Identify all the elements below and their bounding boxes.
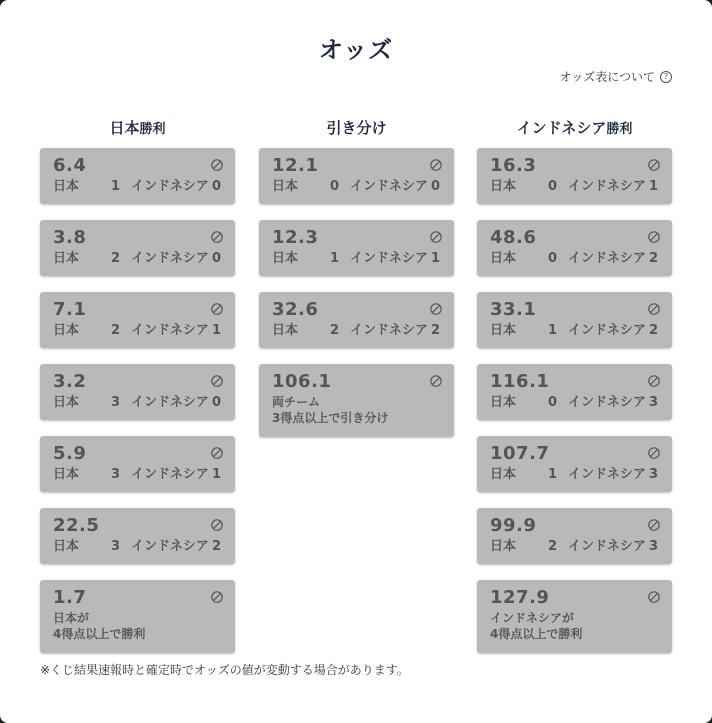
ban-icon [648, 156, 660, 168]
team-home: 日本 [53, 251, 80, 266]
odds-column-1 [40, 118, 235, 669]
score-home: 1 [111, 179, 121, 194]
team-away: インドネシア [350, 251, 428, 266]
score-home: 2 [111, 323, 121, 338]
odds-value: 33.1 [490, 299, 537, 320]
odds-value: 107.7 [490, 443, 550, 464]
special-condition-line2: 4得点以上で勝利 [53, 627, 146, 641]
score-row [53, 178, 221, 196]
about-odds-link[interactable] [560, 68, 672, 85]
score-away: 1 [430, 251, 440, 266]
score-away: 3 [648, 467, 658, 482]
odds-value: 5.9 [53, 443, 87, 464]
score-row [490, 394, 658, 412]
score-home: 1 [548, 323, 558, 338]
column-heading [259, 118, 454, 138]
odds-value: 3.2 [53, 371, 87, 392]
odds-card[interactable] [259, 292, 454, 348]
score-away: 2 [648, 251, 658, 266]
score-home: 3 [111, 539, 121, 554]
score-away: 0 [211, 395, 221, 410]
column-heading-main: 日本 [109, 119, 140, 137]
score-home: 1 [330, 251, 340, 266]
odds-card-special[interactable] [477, 580, 672, 653]
column-heading-suffix: 勝利 [606, 122, 633, 137]
odds-column-3 [477, 118, 672, 669]
odds-card[interactable] [40, 436, 235, 492]
odds-card[interactable] [40, 508, 235, 564]
score-row [490, 466, 658, 484]
team-away: インドネシア [568, 251, 646, 266]
team-home: 日本 [53, 467, 80, 482]
team-away: インドネシア [131, 467, 209, 482]
odds-card[interactable] [259, 220, 454, 276]
odds-card[interactable] [477, 508, 672, 564]
odds-card[interactable] [477, 364, 672, 420]
odds-value: 106.1 [272, 371, 332, 392]
column-heading-main: 引き分け [326, 119, 387, 137]
score-away: 0 [211, 179, 221, 194]
odds-card[interactable] [477, 292, 672, 348]
team-away: インドネシア [568, 179, 646, 194]
score-away: 2 [430, 323, 440, 338]
column-heading-suffix: 勝利 [139, 122, 166, 137]
score-row [490, 322, 658, 340]
special-condition-line2: 4得点以上で勝利 [490, 627, 583, 641]
about-odds-label: オッズ表について [559, 70, 655, 84]
score-away: 1 [648, 179, 658, 194]
score-away: 1 [211, 467, 221, 482]
score-away: 2 [648, 323, 658, 338]
ban-icon [648, 372, 660, 384]
special-condition-line1: インドネシアが [490, 611, 574, 625]
special-condition-line1: 両チーム [272, 395, 321, 409]
score-row [53, 322, 221, 340]
team-home: 日本 [272, 251, 299, 266]
odds-card[interactable] [477, 220, 672, 276]
score-row [272, 250, 440, 268]
ban-icon [430, 228, 442, 240]
odds-card[interactable] [40, 292, 235, 348]
odds-column-2 [259, 118, 454, 453]
column-heading-main: インドネシア [516, 119, 607, 137]
odds-card[interactable] [40, 148, 235, 204]
score-home: 2 [548, 539, 558, 554]
team-home: 日本 [53, 179, 80, 194]
odds-value: 22.5 [53, 515, 100, 536]
special-condition-line2: 3得点以上で引き分け [272, 411, 389, 425]
score-row [490, 178, 658, 196]
score-home: 3 [111, 395, 121, 410]
odds-value: 6.4 [53, 155, 87, 176]
special-condition-line1: 日本が [53, 611, 90, 625]
odds-value: 16.3 [490, 155, 537, 176]
odds-card[interactable] [477, 148, 672, 204]
team-home: 日本 [272, 179, 299, 194]
team-home: 日本 [272, 323, 299, 338]
team-away: インドネシア [131, 539, 209, 554]
score-row [53, 466, 221, 484]
score-home: 0 [548, 251, 558, 266]
ban-icon [211, 444, 223, 456]
odds-card-special[interactable] [259, 364, 454, 437]
ban-icon [648, 516, 660, 528]
modal-title: オッズ [318, 36, 394, 64]
odds-card[interactable] [40, 220, 235, 276]
score-home: 2 [111, 251, 121, 266]
ban-icon [211, 516, 223, 528]
score-away: 0 [211, 251, 221, 266]
score-home: 3 [111, 467, 121, 482]
score-row [53, 250, 221, 268]
odds-value: 12.3 [272, 227, 319, 248]
ban-icon [430, 156, 442, 168]
help-icon: ? [660, 71, 672, 83]
odds-value: 3.8 [53, 227, 87, 248]
score-home: 0 [548, 179, 558, 194]
team-away: インドネシア [350, 179, 428, 194]
footnote: ※くじ結果速報時と確定時でオッズの値が変動する場合があります。 [40, 663, 409, 677]
score-home: 0 [330, 179, 340, 194]
ban-icon [211, 300, 223, 312]
team-away: インドネシア [568, 323, 646, 338]
ban-icon [648, 588, 660, 600]
team-home: 日本 [490, 395, 517, 410]
odds-value: 7.1 [53, 299, 87, 320]
team-away: インドネシア [131, 251, 209, 266]
team-away: インドネシア [131, 179, 209, 194]
team-home: 日本 [490, 179, 517, 194]
score-away: 1 [211, 323, 221, 338]
team-home: 日本 [490, 539, 517, 554]
team-home: 日本 [490, 467, 517, 482]
ban-icon [211, 588, 223, 600]
score-away: 3 [648, 539, 658, 554]
score-away: 2 [211, 539, 221, 554]
odds-value: 12.1 [272, 155, 319, 176]
ban-icon [211, 156, 223, 168]
score-row [272, 178, 440, 196]
odds-value: 99.9 [490, 515, 537, 536]
team-away: インドネシア [131, 395, 209, 410]
ban-icon [648, 228, 660, 240]
ban-icon [211, 228, 223, 240]
ban-icon [211, 372, 223, 384]
team-away: インドネシア [350, 323, 428, 338]
ban-icon [648, 444, 660, 456]
odds-value: 127.9 [490, 587, 550, 608]
team-away: インドネシア [568, 539, 646, 554]
team-away: インドネシア [568, 467, 646, 482]
score-row [490, 538, 658, 556]
odds-card-special[interactable] [40, 580, 235, 653]
ban-icon [430, 300, 442, 312]
odds-value: 48.6 [490, 227, 537, 248]
score-row [53, 538, 221, 556]
team-home: 日本 [490, 323, 517, 338]
score-row [490, 250, 658, 268]
column-heading [40, 118, 235, 138]
team-home: 日本 [53, 539, 80, 554]
odds-card[interactable] [40, 364, 235, 420]
score-home: 1 [548, 467, 558, 482]
team-home: 日本 [53, 323, 80, 338]
score-row [53, 394, 221, 412]
team-home: 日本 [490, 251, 517, 266]
odds-card[interactable] [259, 148, 454, 204]
score-row [272, 322, 440, 340]
odds-value: 1.7 [53, 587, 87, 608]
score-away: 3 [648, 395, 658, 410]
score-home: 2 [330, 323, 340, 338]
team-away: インドネシア [568, 395, 646, 410]
ban-icon [648, 300, 660, 312]
score-home: 0 [548, 395, 558, 410]
odds-value: 116.1 [490, 371, 550, 392]
score-away: 0 [430, 179, 440, 194]
team-home: 日本 [53, 395, 80, 410]
odds-card[interactable] [477, 436, 672, 492]
team-away: インドネシア [131, 323, 209, 338]
column-heading [477, 118, 672, 138]
odds-value: 32.6 [272, 299, 319, 320]
ban-icon [430, 372, 442, 384]
